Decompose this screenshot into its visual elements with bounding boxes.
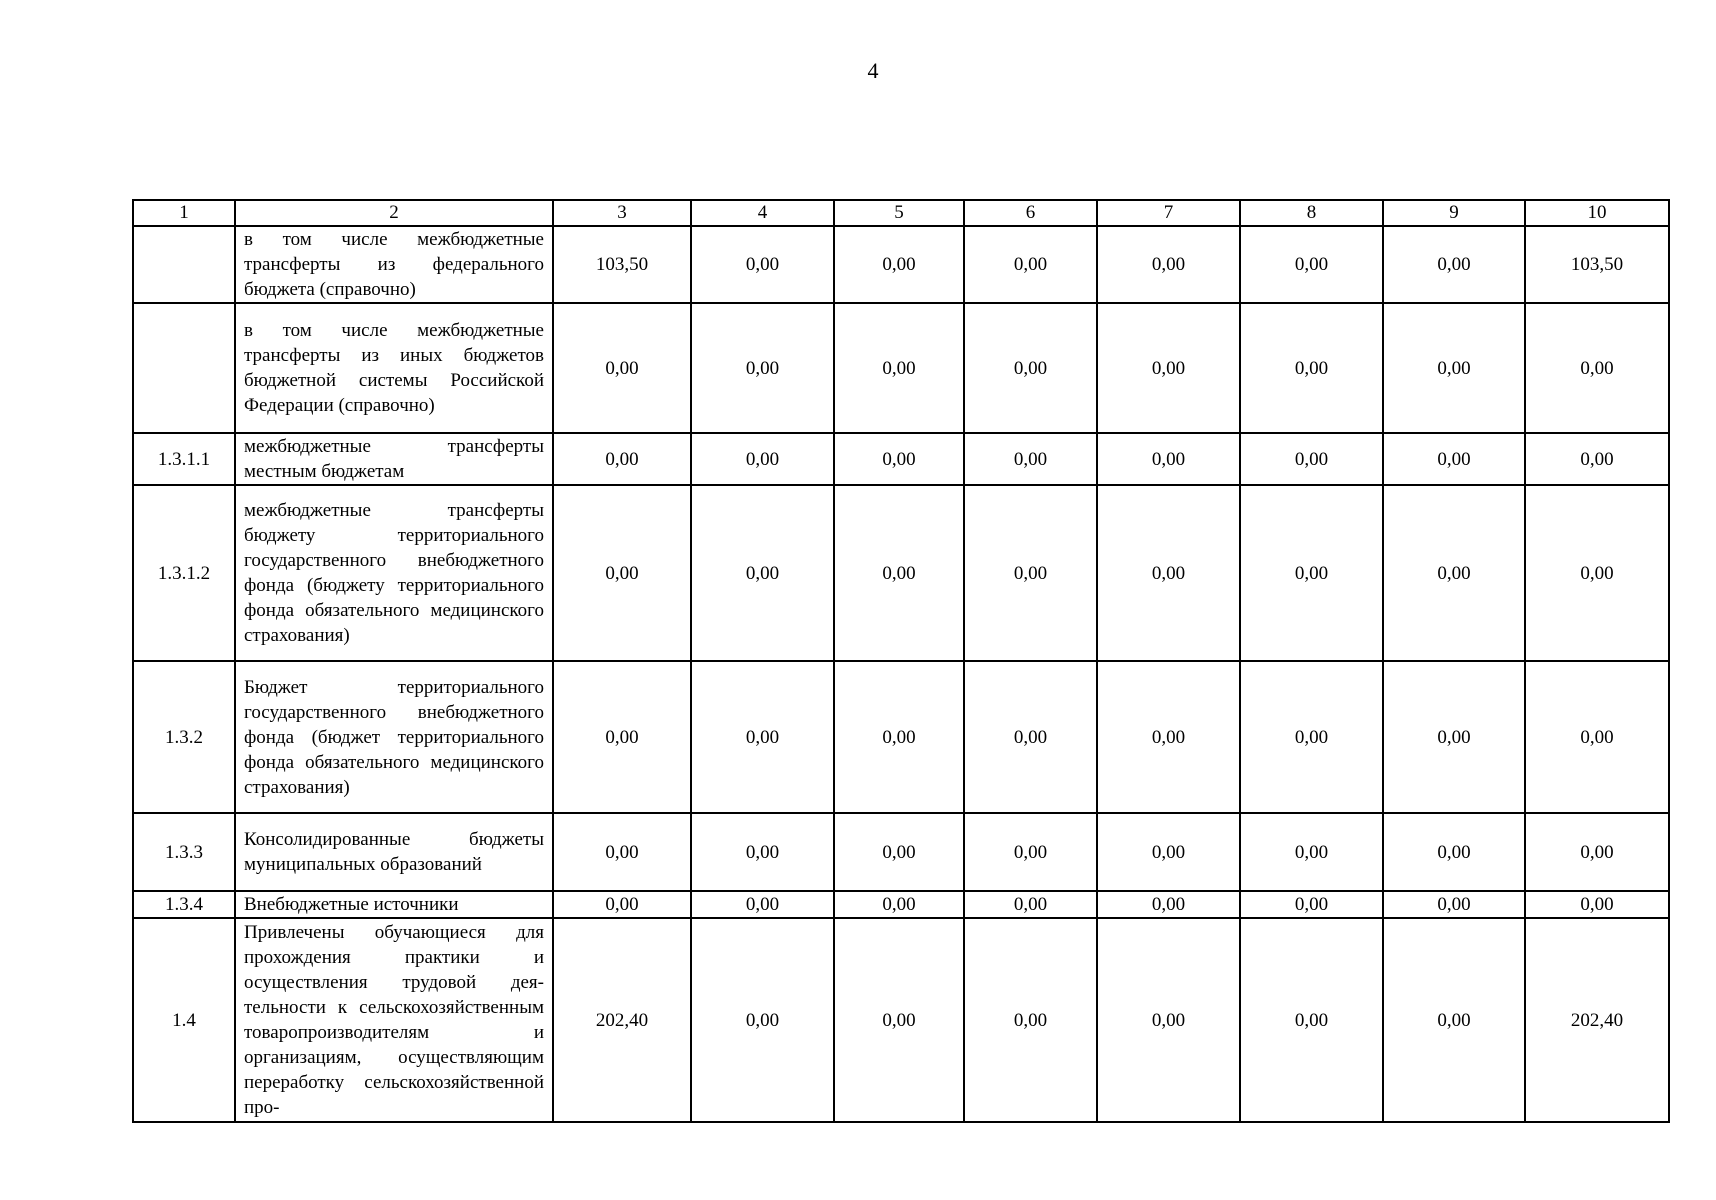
column-header: 1 (133, 200, 235, 226)
row-description: Привлечены обучающиеся для прохождения практики и осуществления трудовой деятельности к сельскохозяйственным товаропроизводителям и организациям, осуществляющим переработку сельскохозяйственной про- (235, 918, 553, 1122)
row-value: 0,00 (691, 918, 834, 1122)
column-header: 3 (553, 200, 691, 226)
row-value: 0,00 (1240, 226, 1383, 303)
table-row (133, 891, 1669, 918)
row-code (133, 303, 235, 433)
row-description: Внебюджетные источники (235, 891, 553, 918)
column-header: 7 (1097, 200, 1240, 226)
row-value: 0,00 (1097, 891, 1240, 918)
row-value: 0,00 (691, 813, 834, 891)
column-header: 6 (964, 200, 1097, 226)
row-value: 0,00 (1383, 813, 1525, 891)
row-value: 0,00 (1240, 485, 1383, 661)
row-value: 0,00 (1525, 813, 1669, 891)
row-value: 0,00 (1383, 433, 1525, 485)
column-header: 9 (1383, 200, 1525, 226)
row-value: 0,00 (1525, 485, 1669, 661)
row-value: 0,00 (1383, 485, 1525, 661)
row-code: 1.3.4 (133, 891, 235, 918)
column-header: 5 (834, 200, 964, 226)
row-value: 0,00 (1097, 485, 1240, 661)
row-value: 0,00 (1383, 303, 1525, 433)
row-value: 0,00 (1240, 813, 1383, 891)
row-value: 0,00 (553, 661, 691, 813)
column-header: 8 (1240, 200, 1383, 226)
row-value: 0,00 (1525, 303, 1669, 433)
row-value: 0,00 (1525, 433, 1669, 485)
row-value: 0,00 (553, 891, 691, 918)
row-value: 0,00 (1525, 661, 1669, 813)
row-value: 0,00 (553, 485, 691, 661)
row-code: 1.3.3 (133, 813, 235, 891)
row-value: 202,40 (553, 918, 691, 1122)
row-value: 0,00 (964, 433, 1097, 485)
row-value: 0,00 (1240, 891, 1383, 918)
row-value: 0,00 (834, 661, 964, 813)
row-value: 0,00 (1097, 226, 1240, 303)
table-row (133, 918, 1669, 1122)
row-value: 0,00 (691, 303, 834, 433)
row-value: 103,50 (553, 226, 691, 303)
row-value: 0,00 (691, 891, 834, 918)
row-code: 1.3.1.2 (133, 485, 235, 661)
row-value: 0,00 (1097, 813, 1240, 891)
row-value: 0,00 (834, 813, 964, 891)
budget-table (132, 199, 1670, 1123)
row-description: Консолидированные бюджеты муниципальных образований (235, 813, 553, 891)
row-value: 0,00 (834, 226, 964, 303)
row-value: 0,00 (1240, 661, 1383, 813)
row-value: 0,00 (1097, 918, 1240, 1122)
row-value: 0,00 (691, 226, 834, 303)
table-row (133, 433, 1669, 485)
row-value: 0,00 (834, 433, 964, 485)
row-value: 0,00 (964, 485, 1097, 661)
row-value: 0,00 (834, 918, 964, 1122)
row-value: 0,00 (964, 661, 1097, 813)
row-value: 0,00 (553, 813, 691, 891)
row-value: 103,50 (1525, 226, 1669, 303)
column-header: 4 (691, 200, 834, 226)
row-value: 0,00 (1383, 661, 1525, 813)
row-value: 0,00 (691, 485, 834, 661)
row-value: 0,00 (964, 226, 1097, 303)
table-header-row (133, 200, 1669, 226)
row-value: 0,00 (964, 891, 1097, 918)
column-header: 2 (235, 200, 553, 226)
page-number: 4 (867, 58, 879, 83)
table-row (133, 485, 1669, 661)
table-row (133, 661, 1669, 813)
row-description: в том числе межбюджетные трансферты из федерального бюджета (справочно) (235, 226, 553, 303)
row-description: в том числе межбюджетные трансферты из иных бюджетов бюджетной системы Российской Федерации (справочно) (235, 303, 553, 433)
row-description: Бюджет территориального государственного внебюджетного фонда (бюджет территориального фонда обязательного медицинского страхования) (235, 661, 553, 813)
row-value: 0,00 (1097, 303, 1240, 433)
row-value: 0,00 (834, 485, 964, 661)
table-row (133, 226, 1669, 303)
row-value: 0,00 (1383, 918, 1525, 1122)
table-row (133, 303, 1669, 433)
row-value: 0,00 (964, 303, 1097, 433)
row-value: 0,00 (964, 918, 1097, 1122)
row-description: межбюджетные трансферты бюджету территориального государственного внебюджетного фонда (бюджету территориального фонда обязательного медицинского страхования) (235, 485, 553, 661)
column-header: 10 (1525, 200, 1669, 226)
row-code: 1.3.1.1 (133, 433, 235, 485)
row-value: 0,00 (964, 813, 1097, 891)
row-value: 0,00 (1240, 433, 1383, 485)
row-value: 0,00 (1383, 226, 1525, 303)
row-description: межбюджетные трансферты местным бюджетам (235, 433, 553, 485)
row-value: 202,40 (1525, 918, 1669, 1122)
row-code (133, 226, 235, 303)
row-code: 1.3.2 (133, 661, 235, 813)
row-value: 0,00 (553, 433, 691, 485)
row-value: 0,00 (834, 303, 964, 433)
row-value: 0,00 (1097, 433, 1240, 485)
row-value: 0,00 (691, 661, 834, 813)
row-code: 1.4 (133, 918, 235, 1122)
row-value: 0,00 (691, 433, 834, 485)
row-value: 0,00 (1383, 891, 1525, 918)
row-value: 0,00 (834, 891, 964, 918)
row-value: 0,00 (553, 303, 691, 433)
row-value: 0,00 (1240, 918, 1383, 1122)
row-value: 0,00 (1240, 303, 1383, 433)
row-value: 0,00 (1525, 891, 1669, 918)
table-row (133, 813, 1669, 891)
row-value: 0,00 (1097, 661, 1240, 813)
